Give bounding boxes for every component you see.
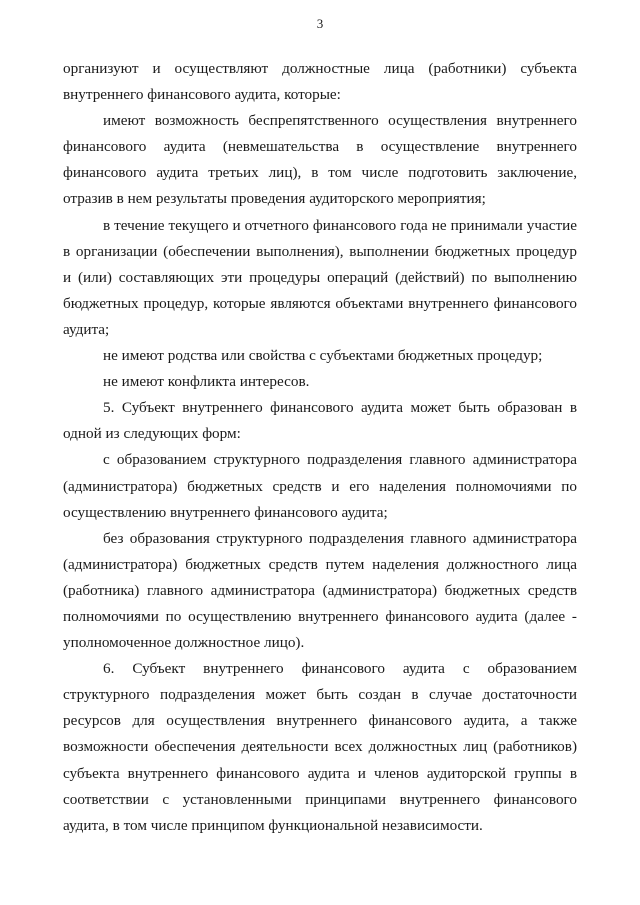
- paragraph-no-conflict: не имеют конфликта интересов.: [103, 373, 310, 391]
- paragraph-audit-independence: имеют возможность беспрепятственного осуществления внутреннего финансового аудита (невмешательства в осуществление внутреннего финансового аудита третьих лиц), в том числе подготовить заключение, отразив в нем результаты проведения аудиторского мероприятия;: [63, 112, 577, 208]
- paragraph-item-5: 5. Субъект внутреннего финансового аудита может быть образован в одной из следующих форм:: [63, 399, 577, 443]
- paragraph-item-6: 6. Субъект внутреннего финансового аудита с образованием структурного подразделения может быть создан в случае достаточности ресурсов для осуществления внутреннего финансового аудита, а также возможности обеспечения деятельности всех должностных лиц (работников) субъекта внутреннего финансового аудита и членов аудиторской группы в соответствии с установленными принципами внутреннего финансового аудита, в том числе принципом функциональной независимости.: [63, 660, 577, 834]
- paragraph-form-without-unit: без образования структурного подразделения главного администратора (администратора) бюджетных средств путем наделения должностного лица (работника) главного администратора (администратора) бюджетных средств полномочиями по осуществлению внутреннего финансового аудита (далее - уполномоченное должностное лицо).: [63, 529, 577, 652]
- document-body: [63, 56, 577, 839]
- paragraph-continuation: организуют и осуществляют должностные лица (работники) субъекта внутреннего финансового аудита, которые:: [63, 60, 577, 104]
- page-number: 3: [316, 16, 324, 31]
- paragraph-no-participation: в течение текущего и отчетного финансового года не принимали участие в организации (обеспечении выполнения), выполнении бюджетных процедур и (или) составляющих эти процедуры операций (действий) по выполнению бюджетных процедур, которые являются объектами внутреннего финансового аудита;: [63, 216, 577, 338]
- paragraph-form-with-unit: с образованием структурного подразделения главного администратора (администратора) бюджетных средств и его наделения полномочиями по осуществлению внутреннего финансового аудита;: [63, 451, 577, 521]
- paragraph-no-kinship: не имеют родства или свойства с субъектами бюджетных процедур;: [103, 347, 543, 365]
